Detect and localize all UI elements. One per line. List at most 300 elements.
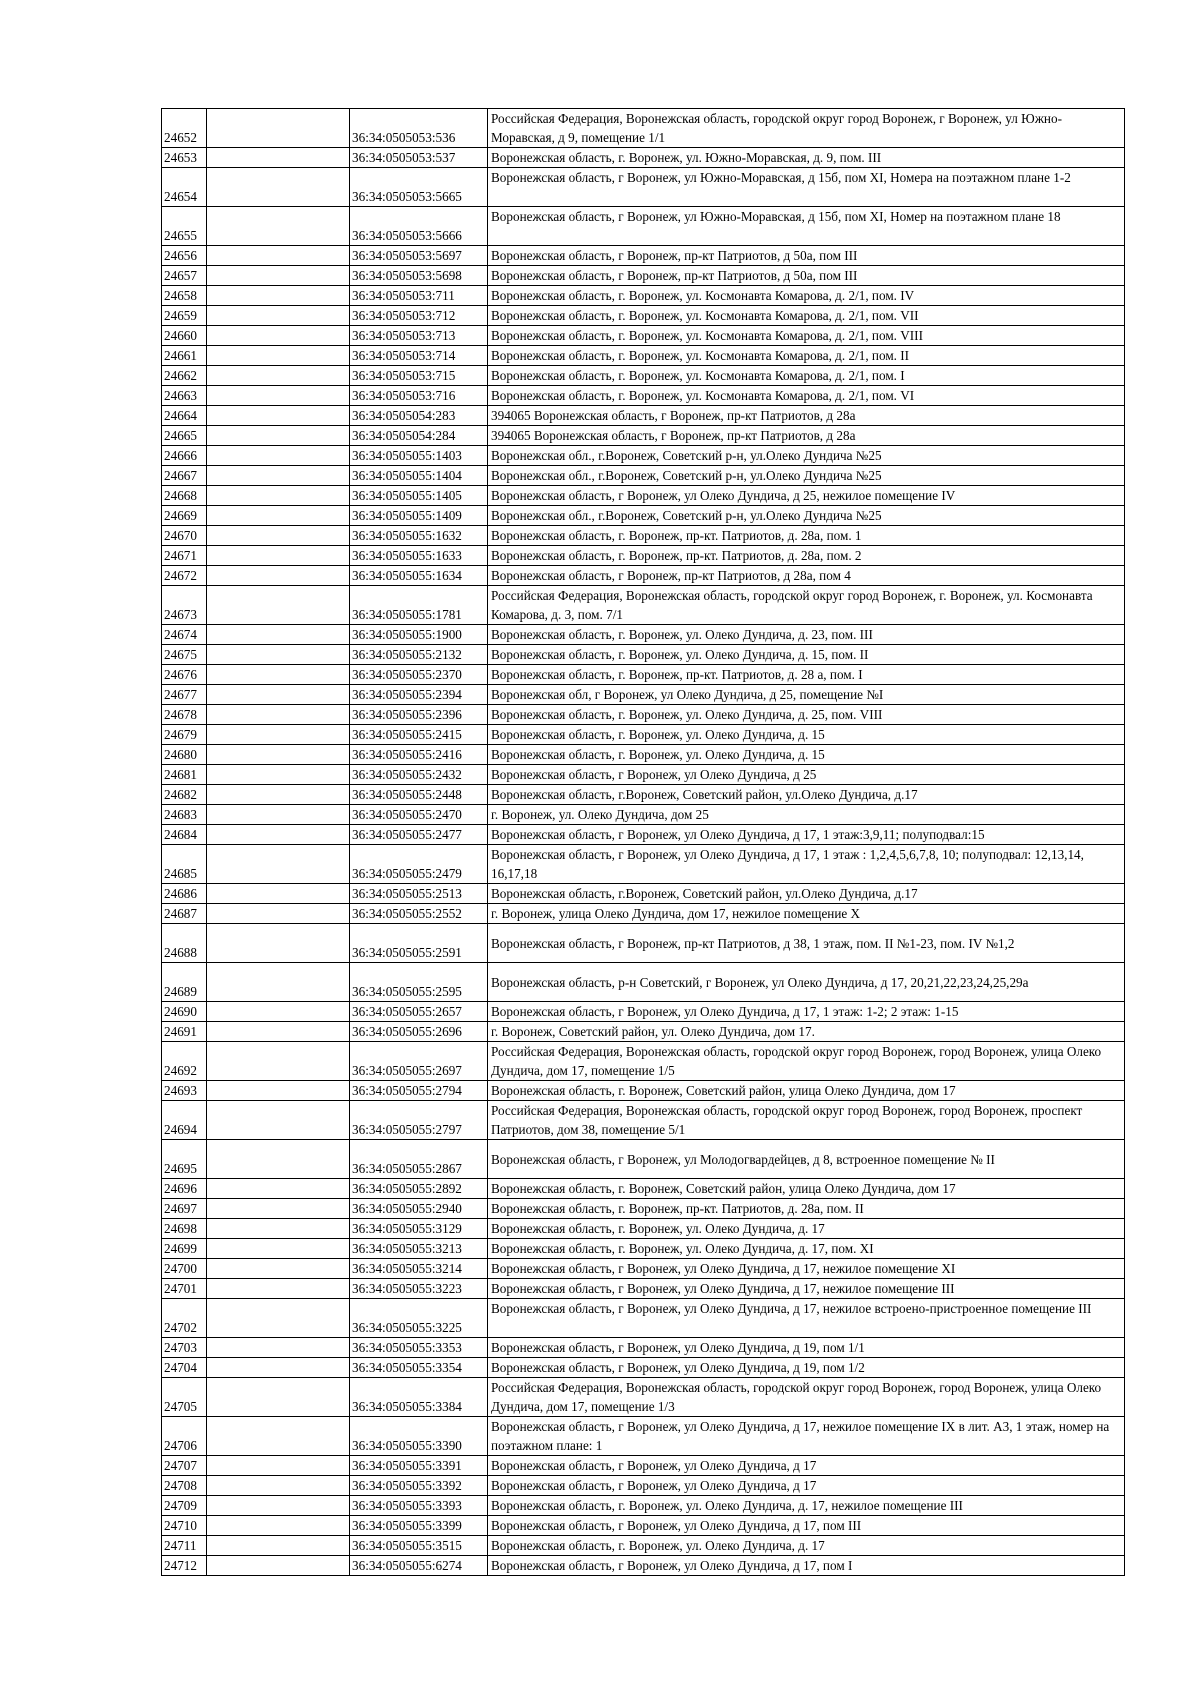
table-row [162,725,1125,745]
address-cell: Воронежская область, г. Воронеж, ул. Южно-Моравская, д. 9, пом. III [488,148,1125,168]
num-cell: 24702 [162,1299,207,1338]
cadastral-number-cell: 36:34:0505055:3384 [350,1378,488,1417]
num-cell: 24667 [162,466,207,486]
address-cell: Воронежская область, г. Воронеж, ул. Олеко Дундича, д. 15, пом. II [488,645,1125,665]
cadastral-number-cell: 36:34:0505055:3353 [350,1338,488,1358]
table-row [162,805,1125,825]
cadastral-number-cell: 36:34:0505055:2513 [350,884,488,904]
num-cell: 24678 [162,705,207,725]
empty-cell [207,963,350,1002]
address-cell: Воронежская область, г. Воронеж, ул. Космонавта Комарова, д. 2/1, пом. VIII [488,326,1125,346]
table-row [162,386,1125,406]
num-cell: 24661 [162,346,207,366]
address-cell: г. Воронеж, Советский район, ул. Олеко Дундича, дом 17. [488,1022,1125,1042]
address-cell: Воронежская область, г Воронеж, пр-кт Патриотов, д 38, 1 этаж, пом. II №1-23, пом. IV №1,2 [488,924,1125,963]
cadastral-number-cell: 36:34:0505055:3391 [350,1456,488,1476]
num-cell: 24677 [162,685,207,705]
address-cell: Воронежская область, г. Воронеж, пр-кт. Патриотов, д. 28 а, пом. I [488,665,1125,685]
address-cell: Воронежская область, г. Воронеж, ул. Олеко Дундича, д. 17, пом. XI [488,1239,1125,1259]
table-row [162,765,1125,785]
address-cell: Воронежская область, г. Воронеж, ул. Олеко Дундича, д. 23, пом. III [488,625,1125,645]
table-row [162,1536,1125,1556]
empty-cell [207,366,350,386]
cadastral-number-cell: 36:34:0505055:3399 [350,1516,488,1536]
table-row [162,1358,1125,1378]
address-cell: г. Воронеж, улица Олеко Дундича, дом 17, нежилое помещение X [488,904,1125,924]
table-row [162,1002,1125,1022]
cadastral-number-cell: 36:34:0505055:3515 [350,1536,488,1556]
empty-cell [207,386,350,406]
num-cell: 24683 [162,805,207,825]
table-row [162,904,1125,924]
num-cell: 24669 [162,506,207,526]
num-cell: 24681 [162,765,207,785]
cadastral-number-cell: 36:34:0505053:537 [350,148,488,168]
table-row [162,1140,1125,1179]
table-row [162,1022,1125,1042]
empty-cell [207,665,350,685]
empty-cell [207,207,350,246]
table-row [162,1417,1125,1456]
cadastral-number-cell: 36:34:0505055:2697 [350,1042,488,1081]
table-row [162,685,1125,705]
cadastral-number-cell: 36:34:0505053:712 [350,306,488,326]
table-row [162,1338,1125,1358]
address-cell: Воронежская область, г Воронеж, ул Олеко Дундича, д 17, 1 этаж:3,9,11; полуподвал:15 [488,825,1125,845]
empty-cell [207,745,350,765]
num-cell: 24705 [162,1378,207,1417]
empty-cell [207,685,350,705]
num-cell: 24679 [162,725,207,745]
num-cell: 24664 [162,406,207,426]
address-cell: Воронежская обл, г Воронеж, ул Олеко Дундича, д 25, помещение №I [488,685,1125,705]
empty-cell [207,625,350,645]
table-row [162,1279,1125,1299]
cadastral-number-cell: 36:34:0505055:2448 [350,785,488,805]
empty-cell [207,526,350,546]
address-cell: Воронежская область, г Воронеж, пр-кт Патриотов, д 50а, пом III [488,246,1125,266]
address-cell: Воронежская область, г. Воронеж, пр-кт. Патриотов, д. 28а, пом. II [488,1199,1125,1219]
empty-cell [207,1002,350,1022]
address-cell: Воронежская область, г. Воронеж, ул. Олеко Дундича, д. 17 [488,1536,1125,1556]
cadastral-number-cell: 36:34:0505055:2591 [350,924,488,963]
address-cell: Воронежская область, г Воронеж, ул Молодогвардейцев, д 8, встроенное помещение № II [488,1140,1125,1179]
cadastral-number-cell: 36:34:0505055:2416 [350,745,488,765]
cadastral-number-cell: 36:34:0505055:2892 [350,1179,488,1199]
empty-cell [207,109,350,148]
num-cell: 24680 [162,745,207,765]
num-cell: 24710 [162,1516,207,1536]
cadastral-number-cell: 36:34:0505055:3393 [350,1496,488,1516]
address-cell: Воронежская область, г.Воронеж, Советский район, ул.Олеко Дундича, д.17 [488,884,1125,904]
table-row [162,785,1125,805]
address-cell: Воронежская область, г. Воронеж, пр-кт. Патриотов, д. 28а, пом. 2 [488,546,1125,566]
num-cell: 24686 [162,884,207,904]
empty-cell [207,1358,350,1378]
empty-cell [207,1239,350,1259]
cadastral-number-cell: 36:34:0505055:1405 [350,486,488,506]
empty-cell [207,326,350,346]
num-cell: 24689 [162,963,207,1002]
cadastral-number-cell: 36:34:0505055:3392 [350,1476,488,1496]
cadastral-number-cell: 36:34:0505055:2797 [350,1101,488,1140]
cadastral-number-cell: 36:34:0505055:3225 [350,1299,488,1338]
table-row [162,1259,1125,1279]
num-cell: 24655 [162,207,207,246]
num-cell: 24700 [162,1259,207,1279]
num-cell: 24690 [162,1002,207,1022]
address-cell: Воронежская область, г Воронеж, ул Олеко Дундича, д 25, нежилое помещение IV [488,486,1125,506]
empty-cell [207,1496,350,1516]
num-cell: 24707 [162,1456,207,1476]
empty-cell [207,148,350,168]
table-row [162,1456,1125,1476]
num-cell: 24694 [162,1101,207,1140]
num-cell: 24672 [162,566,207,586]
num-cell: 24656 [162,246,207,266]
table-row [162,745,1125,765]
num-cell: 24670 [162,526,207,546]
empty-cell [207,1101,350,1140]
num-cell: 24682 [162,785,207,805]
num-cell: 24673 [162,586,207,625]
address-cell: Воронежская область, г Воронеж, ул Олеко Дундича, д 17, нежилое помещение IX в лит. А3, 1 этаж, номер на поэтажном плане: 1 [488,1417,1125,1456]
address-cell: Российская Федерация, Воронежская область, городской округ город Воронеж, город Воронеж, проспект Патриотов, дом 38, помещение 5/1 [488,1101,1125,1140]
cadastral-number-cell: 36:34:0505055:2794 [350,1081,488,1101]
cadastral-number-cell: 36:34:0505055:3213 [350,1239,488,1259]
cadastral-number-cell: 36:34:0505055:2394 [350,685,488,705]
address-cell: г. Воронеж, ул. Олеко Дундича, дом 25 [488,805,1125,825]
empty-cell [207,1378,350,1417]
num-cell: 24657 [162,266,207,286]
table-row [162,506,1125,526]
num-cell: 24659 [162,306,207,326]
empty-cell [207,805,350,825]
empty-cell [207,168,350,207]
empty-cell [207,566,350,586]
empty-cell [207,266,350,286]
address-cell: Российская Федерация, Воронежская область, городской округ город Воронеж, город Воронеж, улица Олеко Дундича, дом 17, помещение 1/5 [488,1042,1125,1081]
num-cell: 24701 [162,1279,207,1299]
num-cell: 24687 [162,904,207,924]
table-row [162,845,1125,884]
table-row [162,326,1125,346]
cadastral-number-cell: 36:34:0505053:5666 [350,207,488,246]
num-cell: 24660 [162,326,207,346]
cadastral-number-cell: 36:34:0505053:5697 [350,246,488,266]
empty-cell [207,486,350,506]
address-cell: 394065 Воронежская область, г Воронеж, пр-кт Патриотов, д 28а [488,426,1125,446]
address-cell: Воронежская область, г Воронеж, ул Олеко Дундича, д 17, 1 этаж : 1,2,4,5,6,7,8, 10; полуподвал: 12,13,14, 16,17,18 [488,845,1125,884]
cadastral-number-cell: 36:34:0505055:2552 [350,904,488,924]
table-row [162,705,1125,725]
empty-cell [207,1516,350,1536]
num-cell: 24684 [162,825,207,845]
empty-cell [207,586,350,625]
cadastral-number-cell: 36:34:0505055:6274 [350,1556,488,1576]
table-row [162,625,1125,645]
num-cell: 24654 [162,168,207,207]
table-row [162,645,1125,665]
cadastral-number-cell: 36:34:0505054:283 [350,406,488,426]
empty-cell [207,446,350,466]
cadastral-number-cell: 36:34:0505055:2415 [350,725,488,745]
empty-cell [207,1022,350,1042]
table-row [162,963,1125,1002]
table-row [162,1476,1125,1496]
address-cell: Воронежская область, г. Воронеж, ул. Космонавта Комарова, д. 2/1, пом. IV [488,286,1125,306]
address-cell: Воронежская область, г Воронеж, ул Олеко Дундича, д 17, нежилое помещение XI [488,1259,1125,1279]
cadastral-number-cell: 36:34:0505053:711 [350,286,488,306]
table-row [162,1239,1125,1259]
empty-cell [207,506,350,526]
table-row [162,825,1125,845]
table-row [162,1496,1125,1516]
cadastral-number-cell: 36:34:0505053:5665 [350,168,488,207]
cadastral-number-cell: 36:34:0505055:2867 [350,1140,488,1179]
cadastral-number-cell: 36:34:0505055:1403 [350,446,488,466]
empty-cell [207,765,350,785]
cadastral-number-cell: 36:34:0505055:1632 [350,526,488,546]
empty-cell [207,904,350,924]
cadastral-number-cell: 36:34:0505055:2696 [350,1022,488,1042]
num-cell: 24709 [162,1496,207,1516]
table-row [162,1378,1125,1417]
num-cell: 24675 [162,645,207,665]
num-cell: 24685 [162,845,207,884]
empty-cell [207,1259,350,1279]
address-cell: Воронежская область, г Воронеж, ул Олеко Дундича, д 17, пом III [488,1516,1125,1536]
empty-cell [207,825,350,845]
empty-cell [207,725,350,745]
address-cell: Воронежская область, г. Воронеж, ул. Олеко Дундича, д. 15 [488,745,1125,765]
num-cell: 24668 [162,486,207,506]
table-row [162,1219,1125,1239]
address-cell: Воронежская область, г Воронеж, пр-кт Патриотов, д 50а, пом III [488,266,1125,286]
cadastral-number-cell: 36:34:0505055:1633 [350,546,488,566]
table-row [162,446,1125,466]
cadastral-number-cell: 36:34:0505055:2132 [350,645,488,665]
cadastral-number-cell: 36:34:0505055:2477 [350,825,488,845]
cadastral-number-cell: 36:34:0505055:1900 [350,625,488,645]
cadastral-number-cell: 36:34:0505055:1404 [350,466,488,486]
cadastral-number-cell: 36:34:0505053:713 [350,326,488,346]
table-row [162,466,1125,486]
empty-cell [207,705,350,725]
address-cell: Воронежская область, г. Воронеж, ул. Космонавта Комарова, д. 2/1, пом. VI [488,386,1125,406]
empty-cell [207,785,350,805]
address-cell: Воронежская область, г Воронеж, пр-кт Патриотов, д 28а, пом 4 [488,566,1125,586]
address-cell: Воронежская область, г Воронеж, ул Олеко Дундича, д 17, нежилое помещение III [488,1279,1125,1299]
table-row [162,168,1125,207]
table-row [162,566,1125,586]
address-cell: Воронежская область, г. Воронеж, Советский район, улица Олеко Дундича, дом 17 [488,1179,1125,1199]
empty-cell [207,466,350,486]
table-row [162,546,1125,566]
table-row [162,207,1125,246]
empty-cell [207,645,350,665]
address-cell: Воронежская область, г Воронеж, ул Олеко Дундича, д 19, пом 1/2 [488,1358,1125,1378]
table-row [162,1042,1125,1081]
table-row [162,306,1125,326]
num-cell: 24658 [162,286,207,306]
table-row [162,148,1125,168]
num-cell: 24692 [162,1042,207,1081]
address-cell: Воронежская область, г Воронеж, ул Южно-Моравская, д 15б, пом XI, Номер на поэтажном плане 18 [488,207,1125,246]
address-cell: Воронежская область, г Воронеж, ул Южно-Моравская, д 15б, пом XI, Номера на поэтажном плане 1-2 [488,168,1125,207]
address-cell: Воронежская область, г Воронеж, ул Олеко Дундича, д 17, пом I [488,1556,1125,1576]
address-cell: Воронежская область, г Воронеж, ул Олеко Дундича, д 17, нежилое встроено-пристроенное помещение III [488,1299,1125,1338]
table-row [162,1199,1125,1219]
address-cell: Воронежская область, г Воронеж, ул Олеко Дундича, д 17, 1 этаж: 1-2; 2 этаж: 1-15 [488,1002,1125,1022]
table-row [162,109,1125,148]
num-cell: 24712 [162,1556,207,1576]
empty-cell [207,1556,350,1576]
table-row [162,884,1125,904]
empty-cell [207,1140,350,1179]
num-cell: 24676 [162,665,207,685]
address-cell: Воронежская обл., г.Воронеж, Советский р-н, ул.Олеко Дундича №25 [488,506,1125,526]
num-cell: 24652 [162,109,207,148]
table-row [162,924,1125,963]
empty-cell [207,1081,350,1101]
address-cell: 394065 Воронежская область, г Воронеж, пр-кт Патриотов, д 28а [488,406,1125,426]
empty-cell [207,1456,350,1476]
address-cell: Воронежская область, г. Воронеж, ул. Космонавта Комарова, д. 2/1, пом. II [488,346,1125,366]
cadastral-number-cell: 36:34:0505055:3390 [350,1417,488,1456]
num-cell: 24708 [162,1476,207,1496]
num-cell: 24703 [162,1338,207,1358]
empty-cell [207,884,350,904]
empty-cell [207,845,350,884]
empty-cell [207,546,350,566]
table-row [162,1179,1125,1199]
table-row [162,406,1125,426]
empty-cell [207,306,350,326]
cadastral-number-cell: 36:34:0505055:2479 [350,845,488,884]
empty-cell [207,1179,350,1199]
cadastral-number-cell: 36:34:0505055:3214 [350,1259,488,1279]
address-cell: Воронежская область, г. Воронеж, ул. Олеко Дундича, д. 25, пом. VIII [488,705,1125,725]
num-cell: 24711 [162,1536,207,1556]
cadastral-number-cell: 36:34:0505053:536 [350,109,488,148]
num-cell: 24696 [162,1179,207,1199]
cadastral-number-cell: 36:34:0505055:2396 [350,705,488,725]
address-cell: Воронежская обл., г.Воронеж, Советский р-н, ул.Олеко Дундича №25 [488,446,1125,466]
empty-cell [207,406,350,426]
empty-cell [207,1299,350,1338]
cadastral-number-cell: 36:34:0505053:5698 [350,266,488,286]
empty-cell [207,1338,350,1358]
cadastral-number-cell: 36:34:0505055:3354 [350,1358,488,1378]
empty-cell [207,426,350,446]
num-cell: 24662 [162,366,207,386]
table-row [162,1516,1125,1536]
empty-cell [207,246,350,266]
address-cell: Воронежская область, г. Воронеж, ул. Олеко Дундича, д. 17, нежилое помещение III [488,1496,1125,1516]
table-row [162,665,1125,685]
address-cell: Воронежская область, г.Воронеж, Советский район, ул.Олеко Дундича, д.17 [488,785,1125,805]
address-cell: Воронежская область, г. Воронеж, ул. Олеко Дундича, д. 15 [488,725,1125,745]
table-row [162,486,1125,506]
cadastral-number-cell: 36:34:0505055:3223 [350,1279,488,1299]
cadastral-number-cell: 36:34:0505055:2657 [350,1002,488,1022]
table-row [162,286,1125,306]
address-cell: Российская Федерация, Воронежская область, городской округ город Воронеж, г Воронеж, ул Южно-Моравская, д 9, помещение 1/1 [488,109,1125,148]
address-cell: Воронежская область, г Воронеж, ул Олеко Дундича, д 17 [488,1476,1125,1496]
empty-cell [207,1417,350,1456]
table-row [162,426,1125,446]
cadastral-number-cell: 36:34:0505055:2432 [350,765,488,785]
empty-cell [207,346,350,366]
address-cell: Воронежская область, г Воронеж, ул Олеко Дундича, д 25 [488,765,1125,785]
cadastral-number-cell: 36:34:0505055:1409 [350,506,488,526]
num-cell: 24695 [162,1140,207,1179]
num-cell: 24691 [162,1022,207,1042]
cadastral-number-cell: 36:34:0505055:3129 [350,1219,488,1239]
empty-cell [207,1042,350,1081]
address-cell: Воронежская область, г Воронеж, ул Олеко Дундича, д 17 [488,1456,1125,1476]
cadastral-number-cell: 36:34:0505053:716 [350,386,488,406]
num-cell: 24671 [162,546,207,566]
registry-table-body [162,109,1125,1576]
cadastral-number-cell: 36:34:0505054:284 [350,426,488,446]
cadastral-number-cell: 36:34:0505053:714 [350,346,488,366]
cadastral-number-cell: 36:34:0505055:2370 [350,665,488,685]
cadastral-number-cell: 36:34:0505055:1781 [350,586,488,625]
address-cell: Воронежская область, р-н Советский, г Воронеж, ул Олеко Дундича, д 17, 20,21,22,23,24,25,29а [488,963,1125,1002]
address-cell: Воронежская область, г. Воронеж, Советский район, улица Олеко Дундича, дом 17 [488,1081,1125,1101]
num-cell: 24666 [162,446,207,466]
num-cell: 24653 [162,148,207,168]
empty-cell [207,286,350,306]
table-row [162,1081,1125,1101]
table-row [162,366,1125,386]
table-row [162,586,1125,625]
table-row [162,1556,1125,1576]
num-cell: 24663 [162,386,207,406]
registry-table [161,108,1125,1576]
num-cell: 24693 [162,1081,207,1101]
table-row [162,1101,1125,1140]
empty-cell [207,1219,350,1239]
cadastral-number-cell: 36:34:0505055:1634 [350,566,488,586]
num-cell: 24688 [162,924,207,963]
num-cell: 24674 [162,625,207,645]
address-cell: Воронежская обл., г.Воронеж, Советский р-н, ул.Олеко Дундича №25 [488,466,1125,486]
table-row [162,266,1125,286]
address-cell: Российская Федерация, Воронежская область, городской округ город Воронеж, город Воронеж, улица Олеко Дундича, дом 17, помещение 1/3 [488,1378,1125,1417]
empty-cell [207,1536,350,1556]
cadastral-number-cell: 36:34:0505053:715 [350,366,488,386]
address-cell: Воронежская область, г. Воронеж, ул. Олеко Дундича, д. 17 [488,1219,1125,1239]
empty-cell [207,1279,350,1299]
num-cell: 24704 [162,1358,207,1378]
num-cell: 24699 [162,1239,207,1259]
table-row [162,1299,1125,1338]
cadastral-number-cell: 36:34:0505055:2940 [350,1199,488,1219]
cadastral-number-cell: 36:34:0505055:2595 [350,963,488,1002]
num-cell: 24697 [162,1199,207,1219]
empty-cell [207,924,350,963]
num-cell: 24698 [162,1219,207,1239]
table-row [162,246,1125,266]
cadastral-number-cell: 36:34:0505055:2470 [350,805,488,825]
empty-cell [207,1199,350,1219]
table-row [162,526,1125,546]
num-cell: 24665 [162,426,207,446]
table-row [162,346,1125,366]
